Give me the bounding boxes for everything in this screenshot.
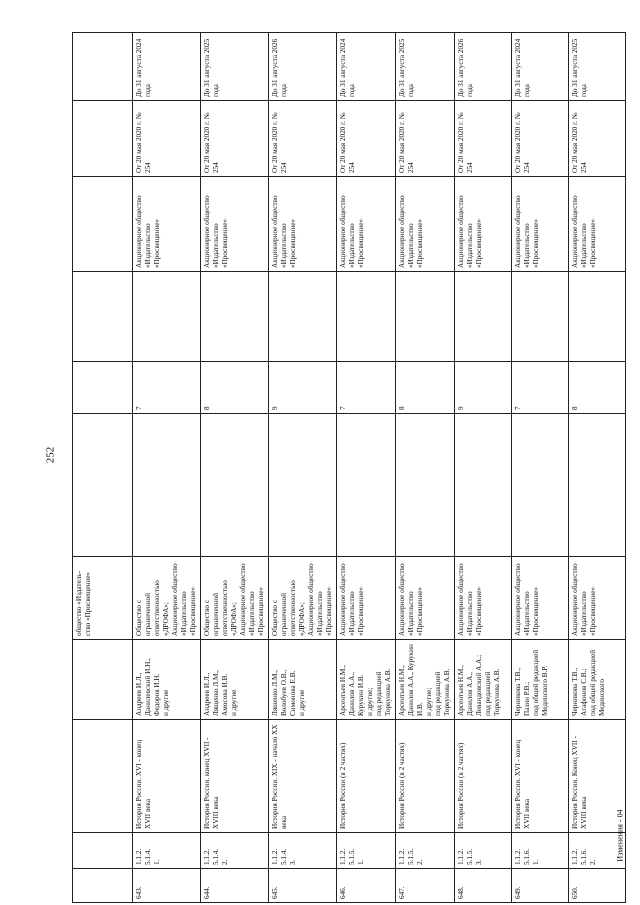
cell (73, 640, 133, 720)
cell-empty (512, 414, 569, 557)
cell-number: 643. (133, 869, 201, 903)
cell-empty (569, 272, 626, 362)
cell-order: От 20 мая 2020 г. № 254 (337, 101, 396, 177)
cell-publisher-current: Акционерное общество «Издательство «Просвещение» (569, 177, 626, 272)
cell-publisher: общество «Издатель-ство «Просвещение» (73, 557, 133, 640)
table-row (201, 33, 269, 903)
cell-empty (396, 272, 455, 362)
cell-empty (269, 272, 337, 362)
cell-until: До 31 августа 2025 года (396, 33, 455, 101)
cell-title: История России. XIX - начало XX века (269, 720, 337, 833)
cell-empty (455, 414, 512, 557)
cell-title: История России (в 2 частях) (337, 720, 396, 833)
cell-authors: Андреев И.Л., Данилевский И.Н., Федоров И.Н. и другие (133, 640, 201, 720)
cell-code: 1.1.2. 5.1.5. 2. (396, 833, 455, 869)
cell-publisher: Акционерное общество «Издательство «Просвещение» (337, 557, 396, 640)
cell-publisher: Общество с ограниченной ответственностью «ДРОФА»; Акционерное общество «Издательство «Просвещение» (133, 557, 201, 640)
cell-number: 647. (396, 869, 455, 903)
cell-grade: 8 (201, 362, 269, 414)
cell-empty (269, 414, 337, 557)
cell-grade: 8 (569, 362, 626, 414)
cell-title: История России. XVI - конец XVII века (133, 720, 201, 833)
cell-grade: 7 (133, 362, 201, 414)
cell-code: 1.1.2. 5.1.6. 1. (512, 833, 569, 869)
cell-number: 646. (337, 869, 396, 903)
cell-authors: Ляшенко Л.М., Волобуев О.В., Симонова Е.В. и другие (269, 640, 337, 720)
cell-publisher: Общество с ограниченной ответственностью «ДРОФА»; Акционерное общество «Издательство «Просвещение» (269, 557, 337, 640)
cell-authors: Арсентьев Н.М., Данилов А.А., Курукин И.В. и другие; под редакцией Торкунова А.В. (396, 640, 455, 720)
cell (73, 33, 133, 101)
cell-publisher-current: Акционерное общество «Издательство «Просвещение» (396, 177, 455, 272)
cell-code: 1.1.2. 5.1.4. 2. (201, 833, 269, 869)
cell-number: 645. (269, 869, 337, 903)
table-row (269, 33, 337, 903)
textbook-table (72, 32, 626, 903)
cell-publisher: Акционерное общество «Издательство «Просвещение» (396, 557, 455, 640)
cell (73, 833, 133, 869)
cell-publisher: Общество с ограниченной ответственностью «ДРОФА»; Акционерное общество «Издательство «Просвещение» (201, 557, 269, 640)
cell-grade: 7 (512, 362, 569, 414)
cell-publisher-current: Акционерное общество «Издательство «Просвещение» (269, 177, 337, 272)
cell-until: До 31 августа 2026 года (455, 33, 512, 101)
cell-grade: 9 (455, 362, 512, 414)
table-header-row (73, 33, 133, 903)
cell-until: До 31 августа 2024 года (512, 33, 569, 101)
cell (73, 720, 133, 833)
cell-code: 1.1.2. 5.1.4. 3. (269, 833, 337, 869)
footer-revision: Изменения - 04 (615, 808, 625, 862)
cell-code: 1.1.2. 5.1.6. 2. (569, 833, 626, 869)
cell-authors: Черникова Т.В., Пазин Р.В.; под общей редакцией Мединского В.Р. (512, 640, 569, 720)
cell-publisher-current: Акционерное общество «Издательство «Просвещение» (512, 177, 569, 272)
cell-empty (337, 272, 396, 362)
cell-empty (455, 272, 512, 362)
cell-empty (201, 272, 269, 362)
cell-number: 649. (512, 869, 569, 903)
cell-until: До 31 августа 2024 года (133, 33, 201, 101)
cell-publisher-current: Акционерное общество «Издательство «Просвещение» (455, 177, 512, 272)
cell-title: История России. конец XVII - XVIII века (201, 720, 269, 833)
cell-order: От 20 мая 2020 г. № 254 (269, 101, 337, 177)
table-row (569, 33, 626, 903)
table-row (512, 33, 569, 903)
cell-until: До 31 августа 2024 года (337, 33, 396, 101)
table-row (455, 33, 512, 903)
cell-empty (396, 414, 455, 557)
cell-title: История России. Конец XVII - XVIII века (569, 720, 626, 833)
cell-empty (569, 414, 626, 557)
cell (73, 101, 133, 177)
cell-until: До 31 августа 2025 года (569, 33, 626, 101)
page-number: 252 (44, 446, 56, 464)
cell-authors: Арсентьев Н.М., Данилов А.А., Курукин И.В. и другие; под редакцией Торкунова А.В. (337, 640, 396, 720)
table-row (133, 33, 201, 903)
cell-order: От 20 мая 2020 г. № 254 (133, 101, 201, 177)
cell-publisher: Акционерное общество «Издательство «Просвещение» (512, 557, 569, 640)
cell-number: 644. (201, 869, 269, 903)
cell-code: 1.1.2. 5.1.4. 1. (133, 833, 201, 869)
cell (73, 362, 133, 414)
cell-grade: 7 (337, 362, 396, 414)
rotated-table-container (72, 33, 606, 903)
cell-publisher: Акционерное общество «Издательство «Просвещение» (455, 557, 512, 640)
cell-empty (201, 414, 269, 557)
cell-publisher-current: Акционерное общество «Издательство «Просвещение» (133, 177, 201, 272)
cell (73, 272, 133, 362)
document-table-area (72, 33, 606, 903)
cell (73, 177, 133, 272)
cell-order: От 20 мая 2020 г. № 254 (201, 101, 269, 177)
cell-publisher-current: Акционерное общество «Издательство «Просвещение» (201, 177, 269, 272)
cell-title: История России. XVI - конец XVII века (512, 720, 569, 833)
cell-grade: 8 (396, 362, 455, 414)
cell-authors: Андреев И.Л., Лященко Л.М., Амосова И.В. и другие (201, 640, 269, 720)
cell-order: От 20 мая 2020 г. № 254 (396, 101, 455, 177)
cell (73, 869, 133, 903)
cell-title: История России (в 2 частях) (455, 720, 512, 833)
cell-authors: Арсентьев Н.М., Данилов А.А., Левандовский А.А.; под редакцией Торкунова А.В. (455, 640, 512, 720)
cell-order: От 20 мая 2020 г. № 254 (455, 101, 512, 177)
cell-order: От 20 мая 2020 г. № 254 (569, 101, 626, 177)
table-body (73, 33, 626, 903)
cell-publisher: Акционерное общество «Издательство «Просвещение» (569, 557, 626, 640)
cell-code: 1.1.2. 5.1.5. 3. (455, 833, 512, 869)
cell-empty (133, 272, 201, 362)
cell-order: От 20 мая 2020 г. № 254 (512, 101, 569, 177)
cell-until: До 31 августа 2025 года (201, 33, 269, 101)
cell-publisher-current: Акционерное общество «Издательство «Просвещение» (337, 177, 396, 272)
cell-code: 1.1.2. 5.1.5. 1. (337, 833, 396, 869)
cell-empty (512, 272, 569, 362)
cell-title: История России (в 2 частях) (396, 720, 455, 833)
cell-authors: Черникова Т.В., Агафонов С.В.; под общей редакцией Мединского (569, 640, 626, 720)
cell-until: До 31 августа 2026 года (269, 33, 337, 101)
cell-empty (337, 414, 396, 557)
table-row (337, 33, 396, 903)
cell (73, 414, 133, 557)
cell-empty (133, 414, 201, 557)
cell-number: 648. (455, 869, 512, 903)
cell-grade: 9 (269, 362, 337, 414)
cell-number: 650. (569, 869, 626, 903)
table-row (396, 33, 455, 903)
